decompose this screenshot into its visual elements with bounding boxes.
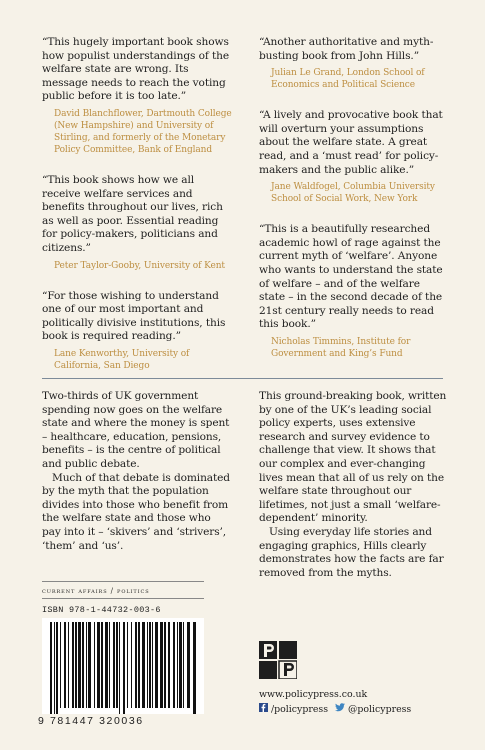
- barcode-bar: [127, 622, 128, 708]
- barcode-bar: [187, 622, 190, 708]
- quotes-right-column: [259, 36, 449, 373]
- barcode-bar: [72, 622, 74, 708]
- barcode-bar: [82, 622, 84, 708]
- quote-text: “For those wishing to understand one of our most important and politically divisive institutions, this book is required reading.”: [42, 289, 226, 343]
- barcode-bar: [164, 622, 166, 708]
- barcode-bars: [42, 618, 204, 714]
- barcode-bar: [193, 622, 196, 714]
- barcode-bar: [97, 622, 100, 708]
- barcode-bar: [68, 622, 69, 708]
- barcode-bar: [152, 622, 153, 708]
- barcode-bar: [64, 622, 66, 708]
- divider-rule: [42, 378, 443, 379]
- policy-press-logo: [259, 641, 297, 679]
- quote-block: [259, 109, 449, 205]
- social-links: [259, 703, 411, 715]
- barcode-bar: [56, 622, 58, 714]
- barcode-bar: [54, 622, 55, 714]
- quote-block: [259, 223, 449, 360]
- twitter-icon[interactable]: [335, 703, 345, 715]
- blurb-right-column: [259, 390, 449, 580]
- isbn-label: ISBN 978-1-44732-003-6: [42, 605, 161, 615]
- quotes-left-column: [42, 36, 232, 385]
- barcode: [42, 618, 204, 714]
- barcode-bar: [88, 622, 91, 708]
- barcode-bar: [177, 622, 178, 708]
- barcode-bar: [109, 622, 110, 708]
- quote-text: “Another authoritative and myth-busting book from John Hills.”: [259, 36, 434, 62]
- facebook-icon[interactable]: [259, 703, 268, 715]
- quote-text: “A lively and provocative book that will overturn your assumptions about the welfare state. A great read, and a ‘must read’ for policy-makers and the public alike.”: [259, 109, 443, 176]
- barcode-bar: [179, 622, 182, 708]
- barcode-bar: [50, 622, 52, 714]
- barcode-bar: [101, 622, 103, 708]
- barcode-bar: [119, 622, 120, 714]
- barcode-bar: [86, 622, 87, 708]
- barcode-bar: [142, 622, 145, 708]
- barcode-bar: [105, 622, 108, 708]
- barcode-bar: [183, 622, 184, 708]
- blurb-paragraph: Using everyday life stories and engaging graphics, Hills clearly demonstrates how the facts are far removed from the myths.: [259, 525, 444, 579]
- facebook-handle[interactable]: /policypress: [271, 703, 329, 715]
- quote-attribution: Jane Waldfogel, Columbia University School of Social Work, New York: [271, 182, 435, 205]
- barcode-bar: [138, 622, 140, 708]
- quote-text: “This book shows how we all receive welfare services and benefits throughout our lives, rich as well as poor. Essential reading for policy-makers, politicians and citizens.”: [42, 173, 223, 254]
- quote-text: “This is a beautifully researched academic howl of rage against the current myth of ‘welfare’. Anyone who wants to understand the state of welfare – and of the welfare state – in the second decade of the 21st century really needs to read this book.”: [259, 223, 443, 331]
- quote-block: [42, 174, 232, 272]
- barcode-bar: [78, 622, 81, 708]
- category-label: current affairs / politics: [42, 587, 150, 595]
- barcode-bar: [113, 622, 115, 708]
- barcode-bar: [168, 622, 170, 708]
- quote-attribution: Nicholas Timmins, Institute for Government and King’s Fund: [271, 336, 411, 359]
- blurb-paragraph: Much of that debate is dominated by the myth that the population divides into those who benefit from the welfare state and those who pay into it – ‘skivers’ and ‘strivers’, ‘them’ and ‘us’.: [42, 471, 230, 552]
- barcode-bar: [155, 622, 158, 708]
- barcode-bar: [75, 622, 77, 708]
- barcode-bar: [149, 622, 151, 708]
- barcode-bar: [60, 622, 61, 708]
- quote-attribution: Lane Kenworthy, University of California, San Diego: [54, 348, 190, 371]
- quote-attribution: Julian Le Grand, London School of Economics and Political Science: [271, 68, 425, 91]
- barcode-bar: [135, 622, 137, 708]
- barcode-bar: [116, 622, 118, 708]
- blurb-left-column: [42, 390, 232, 553]
- category-rule-top: [42, 581, 204, 582]
- barcode-bar: [160, 622, 163, 708]
- quote-block: [42, 36, 232, 156]
- blurb-paragraph: Two-thirds of UK government spending now goes on the welfare state and where the money is spent – healthcare, education, pensions, benefits – is the centre of political and public debate.: [42, 390, 230, 470]
- quote-attribution: David Blanchflower, Dartmouth College (New Hampshire) and University of Stirling, and formerly of the Monetary Policy Committee, Bank of England: [54, 108, 232, 155]
- barcode-bar: [173, 622, 175, 708]
- quote-text: “This hugely important book shows how populist understandings of the welfare state are wrong. Its message needs to reach the voting public before it is too late.”: [42, 36, 230, 103]
- category-rule-bottom: [42, 598, 204, 599]
- barcode-bar: [147, 622, 148, 708]
- barcode-bar: [131, 622, 132, 708]
- publisher-website[interactable]: www.policypress.co.uk: [259, 689, 368, 700]
- barcode-digits: 9 781447 320036: [38, 715, 144, 727]
- barcode-bar: [94, 622, 95, 708]
- twitter-handle[interactable]: @policypress: [348, 703, 412, 715]
- quote-block: [259, 36, 449, 91]
- quote-block: [42, 290, 232, 372]
- blurb-paragraph: This ground-breaking book, written by one of the UK’s leading social policy experts, uses extensive research and survey evidence to challenge that view. It shows that our complex and ever-changing lives mean that all of us rely on the welfare state throughout our lifetimes, not just a small ‘welfare-dependent’ minority.: [259, 390, 447, 525]
- barcode-bar: [123, 622, 125, 714]
- quote-attribution: Peter Taylor-Gooby, University of Kent: [54, 260, 225, 271]
